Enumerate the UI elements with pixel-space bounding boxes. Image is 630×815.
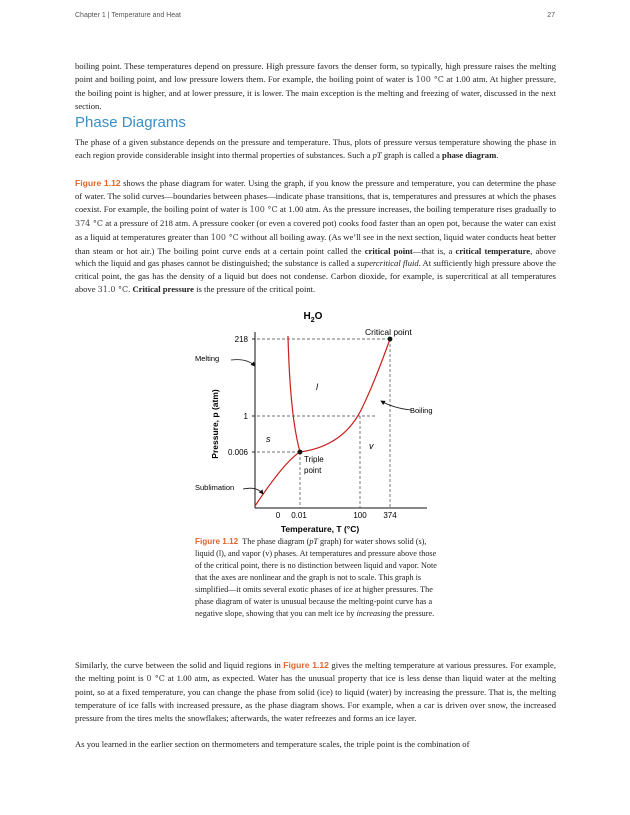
caption-label: Figure 1.12 — [195, 537, 239, 546]
y-axis-title: Pressure, p (atm) — [210, 389, 220, 459]
text: gives the melting temperature at various pressures. For example, the melting point is — [75, 660, 556, 683]
text: shows the phase diagram for water. Using the graph, if you know the pressure and temperature, you can determine the phase of water. The solid curves—boundaries between phases—indicate phase transitions, that is, temperatures and pressures at which the phases coexist. For example, the boiling point of water is — [75, 178, 556, 214]
melting-curve — [288, 336, 300, 452]
text: . At sufficiently high pressure above the critical point, the gas has the density of a liquid but does not condense. Carbon dioxide, for example, is supercritical at all temperatures above — [75, 258, 556, 295]
text: The phase diagram ( — [242, 537, 310, 546]
region-liquid-label: l — [316, 382, 318, 392]
term-critical-pressure: Critical pressure — [132, 284, 194, 295]
y-tick-label: 218 — [234, 335, 248, 344]
phase-diagram-svg — [195, 306, 435, 541]
term-supercritical-fluid: supercritical fluid — [357, 258, 419, 269]
x-tick-label: 100 — [353, 511, 367, 520]
sublimation-arrow — [243, 488, 263, 494]
text: The phase of a given substance depends on the pressure and temperature. Thus, plots of pressure versus temperature showing the phase in each region provide considerable insight into thermal properties of substances. Such a — [75, 137, 556, 160]
text: graph is called a — [381, 149, 443, 160]
text: the pressure. — [390, 609, 435, 618]
term-critical-temperature: critical temperature — [455, 245, 531, 256]
x-tick-label: 374 — [383, 511, 397, 520]
text: at 1.00 atm. As the pressure increases, the boiling temperature rises gradually to — [277, 203, 556, 214]
term-phase-diagram: phase diagram — [442, 149, 497, 160]
unit-value: 0 °C — [146, 673, 165, 683]
unit-value: 100 °C — [210, 232, 239, 242]
text: Similarly, the curve between the solid and liquid regions in — [75, 660, 284, 670]
unit-value: 100 °C — [249, 204, 278, 214]
unit-value: 31.0 °C — [97, 285, 129, 295]
sublimation-curve — [255, 452, 300, 506]
figure-link[interactable]: Figure 1.12 — [283, 660, 329, 670]
boiling-arrow — [381, 401, 411, 410]
chapter-title: Chapter 1 | Temperature and Heat — [75, 12, 181, 19]
text: —that is, a — [412, 245, 456, 256]
region-solid-label: s — [266, 434, 271, 444]
caption-emphasis: increasing — [356, 609, 391, 618]
boiling-curve — [300, 339, 390, 452]
text: is the pressure of the critical point. — [193, 284, 316, 295]
figure-link[interactable]: Figure 1.12 — [75, 178, 121, 188]
text: graph) for water shows solid (s), liquid (l), and vapor (v) phases. At temperatures and pressure above those of the critical point, there is no distinction between liquid and vapor. Note that the axes are nonlinear and the graph is not to scale. This graph is simplified—it omits several exotic phases of ice at higher pressures. The phase diagram of water is unusual because the melting-point curve has a negative slope, showing that you can melt ice by — [195, 537, 437, 618]
paragraph-figure-explanation — [75, 177, 556, 297]
term-critical-point: critical point — [364, 245, 413, 256]
paragraph-melting — [75, 659, 556, 725]
x-tick-label: 0.01 — [291, 511, 307, 520]
text: boiling point. These temperatures depend on pressure. High pressure favors the denser form, so typically, high pressure raises the melting point and boiling point, and low pressure lowers them. For example, the boiling point of water is — [75, 61, 556, 84]
x-tick-label: 0 — [275, 511, 281, 520]
page-number: 27 — [547, 12, 555, 19]
phase-diagram-figure — [195, 306, 435, 541]
figure-title: $H_2O$ — [303, 311, 323, 324]
text: . — [496, 149, 499, 160]
paragraph-triple-point — [75, 738, 556, 751]
text: without all boiling away. (As we’ll see in the next section, liquid water conducts heat better than steam or hot air.) The boiling point curve ends at a certain point called the — [75, 231, 556, 256]
section-title: Phase Diagrams — [75, 114, 186, 131]
sublimation-label: Sublimation — [195, 483, 235, 492]
text: at 1.00 atm, as expected. Water has the unusual property that ice is less dense than liquid water at the melting point, so at a fixed temperature, you can change the phase from solid (ice) to liquid (water) by increasing the pressure. That is, the melting temperature of ice falls with increased pressure, as the phase diagram shows. For example, when a car is driven over snow, the increased pressure from the tires melts the snowflakes; afterwards, the water refreezes and forms an ice layer. — [75, 672, 556, 723]
figure-caption — [195, 536, 440, 620]
text: at 1.00 atm. At higher pressure, the boiling point is higher, and at lower pressure, it is lower. The main exception is the melting and freezing of water, discussed in the next section. — [75, 73, 556, 111]
triple-label-line2: point — [304, 466, 322, 475]
region-vapor-label: v — [369, 441, 374, 451]
boiling-label: Boiling — [410, 406, 433, 415]
melting-label: Melting — [195, 354, 220, 363]
unit-value: 374 °C — [75, 218, 104, 228]
melting-arrow — [231, 360, 255, 366]
unit-value: 100 °C — [415, 74, 444, 84]
text: , above which the liquid and gas phases cannot be distinguished; the substance is called a — [75, 245, 556, 269]
text: As you learned in the earlier section on thermometers and temperature scales, the triple point is the combination of — [75, 739, 470, 749]
x-axis-title: Temperature, T (°C) — [280, 524, 360, 534]
critical-point-label: Critical point — [365, 327, 412, 337]
dashed-guides — [252, 339, 390, 508]
y-tick-label: 1 — [243, 412, 248, 421]
triple-point-marker — [298, 450, 303, 455]
math-pt: pT — [372, 149, 382, 160]
triple-label-line1: Triple — [304, 455, 324, 464]
paragraph-boiling-point — [75, 60, 556, 113]
y-tick-label: 0.006 — [227, 448, 248, 457]
paragraph-phase-intro — [75, 136, 556, 162]
text: . — [128, 284, 133, 295]
text: at a pressure of 218 atm. A pressure cooker (or even a covered pot) cooks food faster than an open pot, because the water can exist as a liquid at temperatures greater than — [75, 217, 556, 242]
critical-point-marker — [388, 337, 393, 342]
math-pt: pT — [309, 537, 318, 546]
